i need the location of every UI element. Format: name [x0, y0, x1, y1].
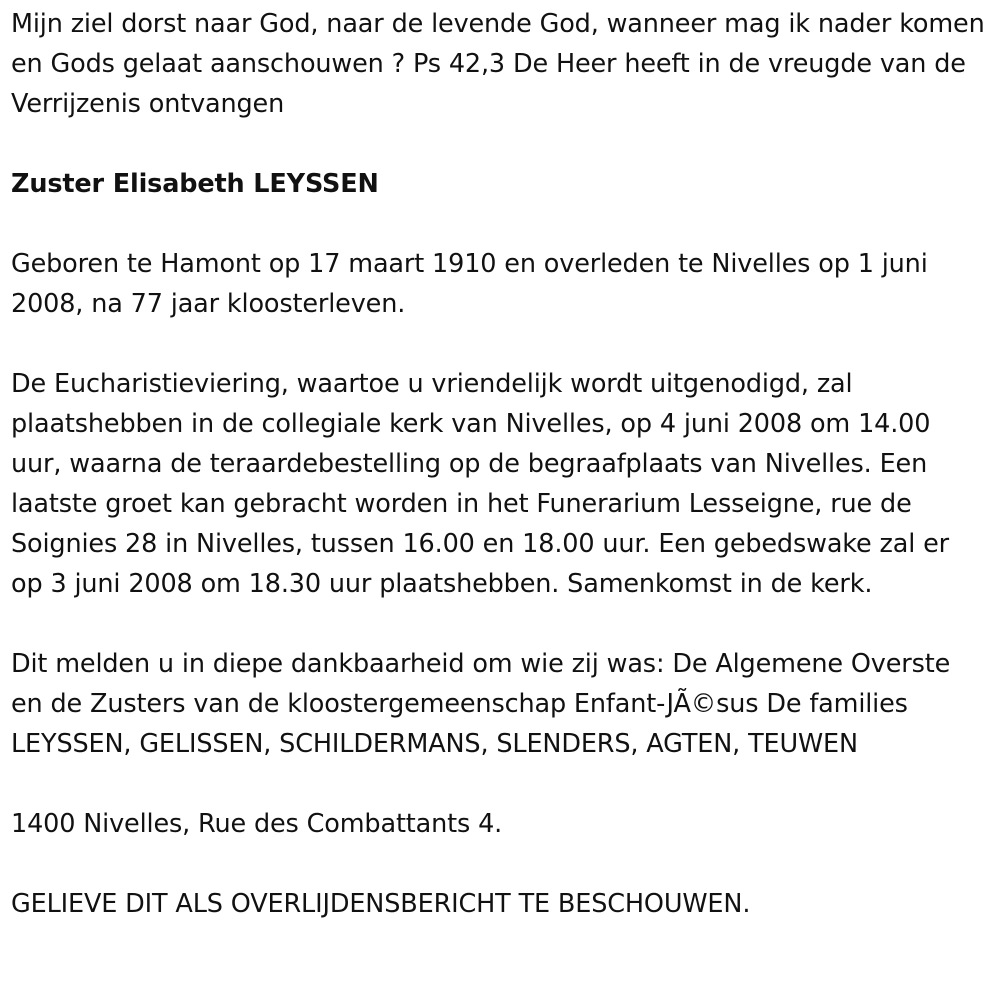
- birth-death-paragraph: Geboren te Hamont op 17 maart 1910 en overleden te Nivelles op 1 juni 2008, na 77 jaar kloosterleven.: [11, 249, 928, 319]
- announcers-paragraph: Dit melden u in diepe dankbaarheid om wie zij was: De Algemene Overste en de Zusters van de kloostergemeenschap Enfant-JÃ©sus De families LEYSSEN, GELISSEN, SCHILDERMANS, SLENDERS, AGTEN, TEUWEN: [11, 649, 951, 759]
- closing-notice: GELIEVE DIT ALS OVERLIJDENSBERICHT TE BESCHOUWEN.: [11, 889, 751, 919]
- ceremony-paragraph: De Eucharistieviering, waartoe u vriendelijk wordt uitgenodigd, zal plaatshebben in de collegiale kerk van Nivelles, op 4 juni 2008 om 14.00 uur, waarna de teraardebestelling op de begraafplaats van Nivelles. Een laatste groet kan gebracht worden in het Funerarium Lesseigne, rue de Soignies 28 in Nivelles, tussen 16.00 en 18.00 uur. Een gebedswake zal er op 3 juni 2008 om 18.30 uur plaatshebben. Samenkomst in de kerk.: [11, 369, 949, 599]
- obituary-document: [11, 4, 986, 924]
- deceased-name: Zuster Elisabeth LEYSSEN: [11, 169, 379, 199]
- address-paragraph: 1400 Nivelles, Rue des Combattants 4.: [11, 809, 503, 839]
- epigraph-paragraph: Mijn ziel dorst naar God, naar de levende God, wanneer mag ik nader komen en Gods gelaat aanschouwen ? Ps 42,3 De Heer heeft in de vreugde van de Verrijzenis ontvangen: [11, 9, 985, 119]
